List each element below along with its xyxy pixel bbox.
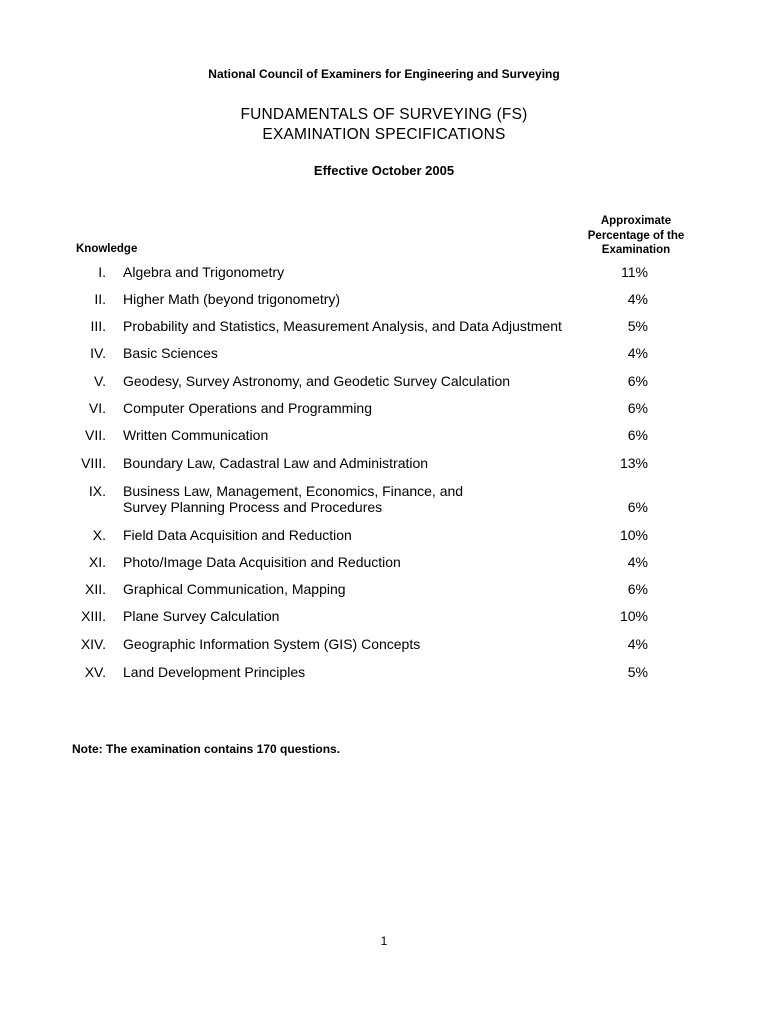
row-percentage: 5% <box>627 318 648 334</box>
percentage-header-line: Percentage of the <box>587 229 685 242</box>
row-number: X. <box>92 527 106 543</box>
document-title-line1: FUNDAMENTALS OF SURVEYING (FS) <box>240 106 528 123</box>
row-percentage: 4% <box>627 291 648 307</box>
row-topic: Written Communication <box>123 427 269 443</box>
row-number: II. <box>94 291 106 307</box>
row-topic: Graphical Communication, Mapping <box>123 581 346 597</box>
row-percentage: 10% <box>619 527 648 543</box>
row-number: V. <box>94 373 106 389</box>
row-topic: Field Data Acquisition and Reduction <box>123 527 352 543</box>
row-number: VIII. <box>81 455 106 471</box>
row-percentage: 11% <box>621 264 648 280</box>
row-topic: Business Law, Management, Economics, Finance, and <box>123 483 464 499</box>
row-percentage: 13% <box>619 455 648 471</box>
row-percentage: 4% <box>627 636 648 652</box>
row-percentage: 4% <box>627 554 648 570</box>
effective-date: Effective October 2005 <box>313 163 455 178</box>
row-percentage: 4% <box>627 345 648 361</box>
row-topic: Photo/Image Data Acquisition and Reduction <box>123 554 401 570</box>
row-number: XIII. <box>81 608 106 624</box>
row-percentage: 5% <box>627 664 648 680</box>
row-percentage: 6% <box>627 427 648 443</box>
row-topic: Algebra and Trigonometry <box>123 264 285 280</box>
row-percentage: 6% <box>627 499 648 515</box>
row-number: XV. <box>84 664 106 680</box>
row-topic: Geographic Information System (GIS) Concepts <box>123 636 421 652</box>
council-name: National Council of Examiners for Engineering and Surveying <box>208 67 560 81</box>
row-number: IX. <box>88 483 106 499</box>
percentage-header-line: Examination <box>601 244 671 256</box>
exam-note: Note: The examination contains 170 questions. <box>72 742 341 756</box>
row-topic: Basic Sciences <box>123 345 218 361</box>
row-percentage: 10% <box>619 608 648 624</box>
document-title-line2: EXAMINATION SPECIFICATIONS <box>262 126 506 143</box>
row-number: I. <box>98 264 106 280</box>
row-percentage: 6% <box>627 373 648 389</box>
page-number: 1 <box>380 934 388 948</box>
row-percentage: 6% <box>627 581 648 597</box>
row-number: XII. <box>84 581 106 597</box>
row-percentage: 6% <box>627 400 648 416</box>
row-number: IV. <box>90 345 106 361</box>
row-number: XI. <box>88 554 106 570</box>
row-topic: Higher Math (beyond trigonometry) <box>123 291 341 307</box>
row-topic: Geodesy, Survey Astronomy, and Geodetic Survey Calculation <box>123 373 511 389</box>
percentage-header <box>576 214 696 258</box>
knowledge-header: Knowledge <box>76 243 138 255</box>
percentage-header-line: Approximate <box>600 215 672 227</box>
row-topic: Probability and Statistics, Measurement Analysis, and Data Adjustment <box>123 318 562 334</box>
row-topic: Boundary Law, Cadastral Law and Administration <box>123 455 429 471</box>
row-topic: Computer Operations and Programming <box>123 400 373 416</box>
row-topic: Plane Survey Calculation <box>123 608 280 624</box>
row-number: VI. <box>88 400 106 416</box>
row-number: III. <box>90 318 106 334</box>
row-topic: Survey Planning Process and Procedures <box>123 499 383 515</box>
row-number: XIV. <box>80 636 106 652</box>
row-number: VII. <box>84 427 106 443</box>
row-topic: Land Development Principles <box>123 664 306 680</box>
